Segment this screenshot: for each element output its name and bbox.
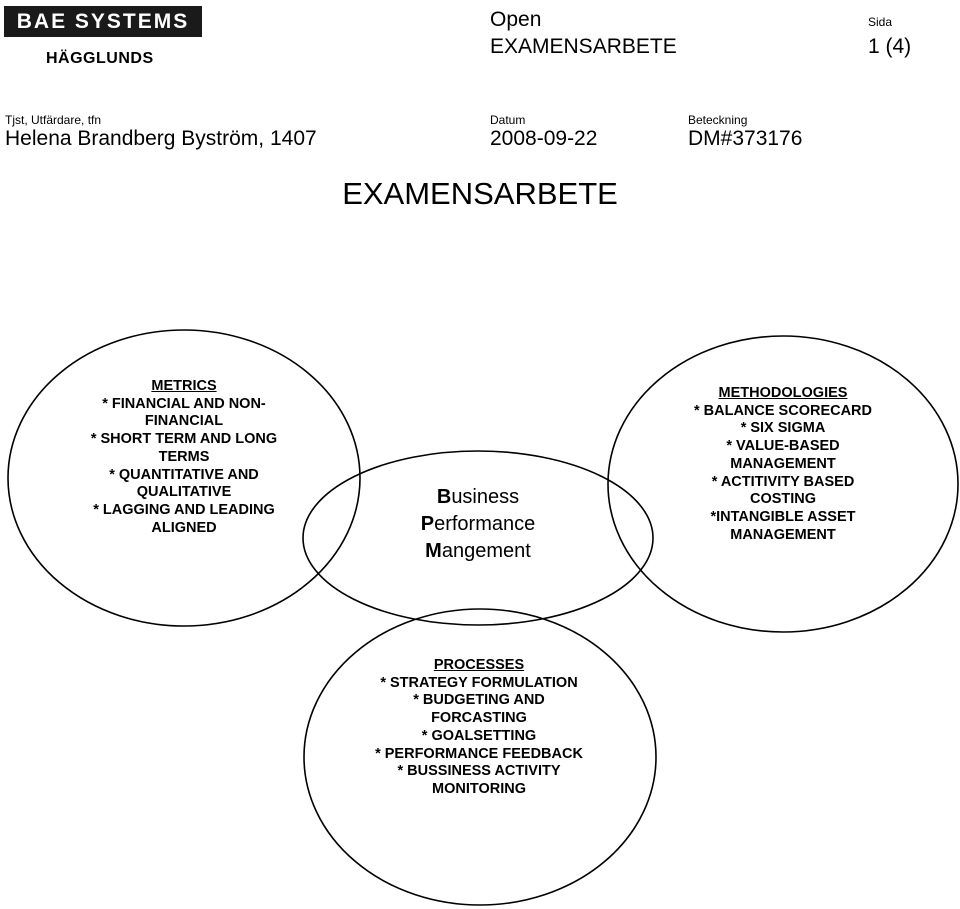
methodologies-line: MANAGEMENT [730,526,836,543]
center-text [378,484,578,565]
processes-line: FORCASTING [431,710,527,727]
metrics-heading: METRICS [151,378,217,394]
logo-text: BAE SYSTEMS [16,9,190,33]
metrics-line: * LAGGING AND LEADING [93,501,275,518]
document-title: EXAMENSARBETE [342,176,618,211]
logo-subtext: HÄGGLUNDS [46,50,154,67]
metrics-line: TERMS [158,448,210,465]
methodologies-text [663,385,903,544]
doc-type: EXAMENSARBETE [490,35,677,58]
metrics-line: ALIGNED [151,519,217,536]
processes-line: * BUSSINESS ACTIVITY [397,763,561,780]
processes-line: * STRATEGY FORMULATION [380,674,578,691]
methodologies-line: *INTANGIBLE ASSET [710,508,856,525]
reference-label: Beteckning [688,113,748,127]
metrics-line: QUALITATIVE [136,484,232,501]
methodologies-line: * ACTITIVITY BASED [711,473,855,490]
processes-text [349,657,609,799]
center-line-3: Mangement [425,540,531,562]
date-label: Datum [490,113,526,127]
metrics-line: * QUANTITATIVE AND [109,466,259,483]
center-line-2: Performance [420,513,536,535]
reference-value: DM#373176 [688,127,803,150]
methodologies-line: * VALUE-BASED [726,438,840,455]
author-value: Helena Brandberg Byström, 1407 [5,127,317,150]
methodologies-heading: METHODOLOGIES [718,385,848,401]
author-label: Tjst, Utfärdare, tfn [5,113,102,127]
methodologies-line: * BALANCE SCORECARD [693,402,873,419]
date-value: 2008-09-22 [490,127,598,150]
classification: Open [490,8,542,31]
methodologies-line: * SIX SIGMA [740,420,826,437]
page-number: 1 (4) [868,35,912,58]
metrics-line: * FINANCIAL AND NON- [102,395,266,412]
methodologies-line: MANAGEMENT [730,455,836,472]
processes-line: * BUDGETING AND [413,692,545,709]
metrics-text [64,378,304,537]
metrics-line: * SHORT TERM AND LONG [90,431,278,448]
processes-line: * GOALSETTING [421,727,537,744]
processes-line: * PERFORMANCE FEEDBACK [375,745,583,762]
center-line-1: Business [436,486,520,508]
metrics-line: FINANCIAL [144,413,224,430]
processes-line: MONITORING [432,780,526,797]
page-label: Sida [868,15,893,29]
processes-heading: PROCESSES [433,657,525,673]
methodologies-line: COSTING [749,491,817,508]
